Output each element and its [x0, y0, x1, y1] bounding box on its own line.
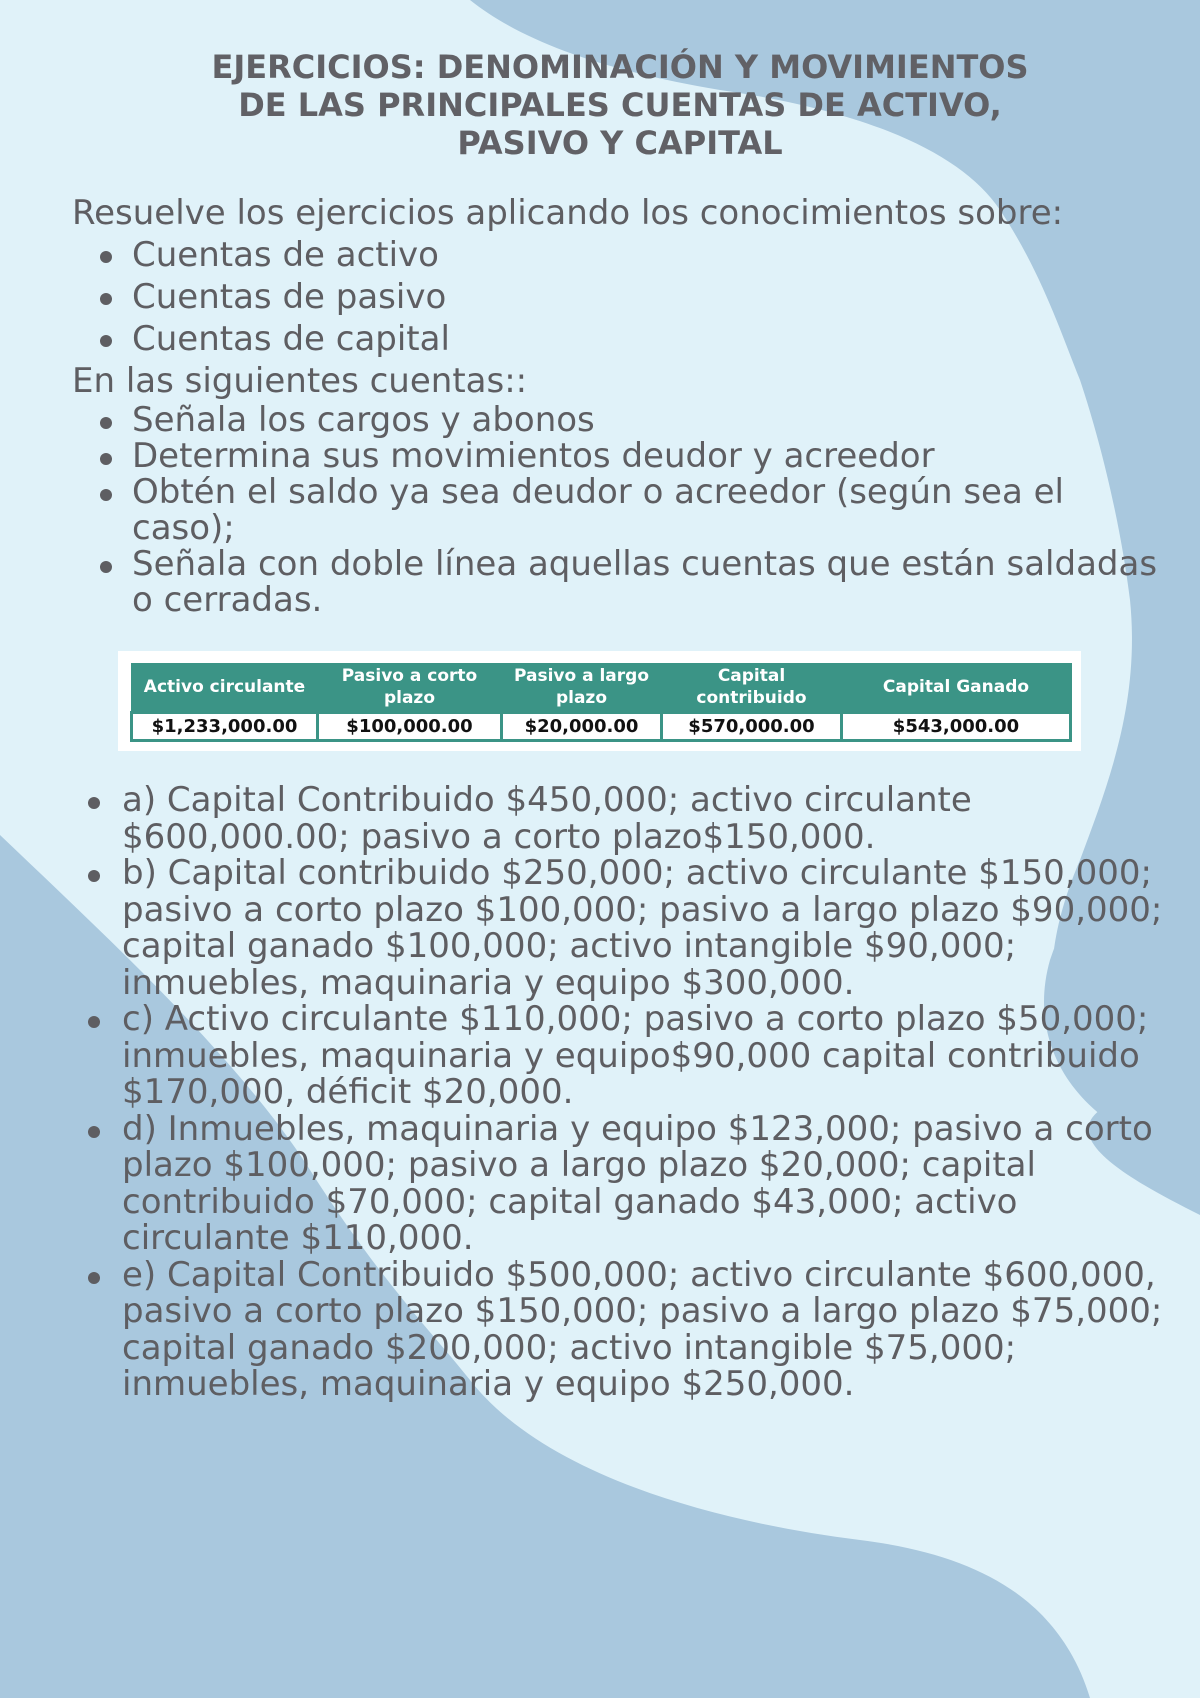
- column-header: Activo circulante: [132, 663, 318, 713]
- exercise-item: b) Capital contribuido $250,000; activo circulante $150,000; pasivo a corto plazo $100,000; pasivo a largo plazo $90,000; capital ganado $100,000; activo intangible $90,000; inmuebles, maquinaria y equipo $300,000.: [82, 855, 1172, 1001]
- table-cell: $20,000.00: [502, 713, 662, 741]
- exercise-item: d) Inmuebles, maquinaria y equipo $123,000; pasivo a corto plazo $100,000; pasivo a largo plazo $20,000; capital contribuido $70,000; capital ganado $43,000; activo circulante $110,000.: [82, 1111, 1172, 1257]
- table-cell: $1,233,000.00: [132, 713, 318, 741]
- title-line-2: DE LAS PRINCIPALES CUENTAS DE ACTIVO,: [238, 86, 1002, 124]
- intro-text: Resuelve los ejercicios aplicando los conocimientos sobre:: [72, 193, 1064, 233]
- list-item: Señala con doble línea aquellas cuentas que están saldadas o cerradas.: [72, 546, 1162, 618]
- list-item: Señala los cargos y abonos: [72, 402, 1162, 438]
- instructions-heading: En las siguientes cuentas::: [72, 361, 528, 401]
- column-header: Capital Ganado: [842, 663, 1071, 713]
- list-item: Cuentas de activo: [72, 234, 1162, 276]
- topics-list: [72, 234, 1162, 360]
- exercise-item: a) Capital Contribuido $450,000; activo circulante $600,000.00; pasivo a corto plazo$150,000.: [82, 782, 1172, 855]
- table-header-row: [132, 663, 1071, 713]
- exercise-item: c) Activo circulante $110,000; pasivo a corto plazo $50,000; inmuebles, maquinaria y equipo$90,000 capital contribuido $170,000, déficit $20,000.: [82, 1001, 1172, 1111]
- page-title: [120, 48, 1120, 162]
- list-item: Cuentas de capital: [72, 318, 1162, 360]
- list-item: Determina sus movimientos deudor y acreedor: [72, 438, 1162, 474]
- balance-table-card: [118, 651, 1081, 751]
- intro-section: [72, 192, 1162, 618]
- column-header: Capital contribuido: [662, 663, 842, 713]
- instructions-list: [72, 402, 1162, 618]
- table-cell: $570,000.00: [662, 713, 842, 741]
- exercises-list: [82, 782, 1172, 1403]
- column-header: Pasivo a largo plazo: [502, 663, 662, 713]
- table-cell: $100,000.00: [318, 713, 502, 741]
- table-row: [132, 713, 1071, 741]
- balance-table: [130, 663, 1072, 742]
- title-line-1: EJERCICIOS: DENOMINACIÓN Y MOVIMIENTOS: [211, 48, 1029, 86]
- table-cell: $543,000.00: [842, 713, 1071, 741]
- list-item: Obtén el saldo ya sea deudor o acreedor (según sea el caso);: [72, 474, 1162, 546]
- title-line-3: PASIVO Y CAPITAL: [457, 124, 783, 162]
- list-item: Cuentas de pasivo: [72, 276, 1162, 318]
- column-header: Pasivo a corto plazo: [318, 663, 502, 713]
- exercise-item: e) Capital Contribuido $500,000; activo circulante $600,000, pasivo a corto plazo $150,000; pasivo a largo plazo $75,000; capital ganado $200,000; activo intangible $75,000; inmuebles, maquinaria y equipo $250,000.: [82, 1257, 1172, 1403]
